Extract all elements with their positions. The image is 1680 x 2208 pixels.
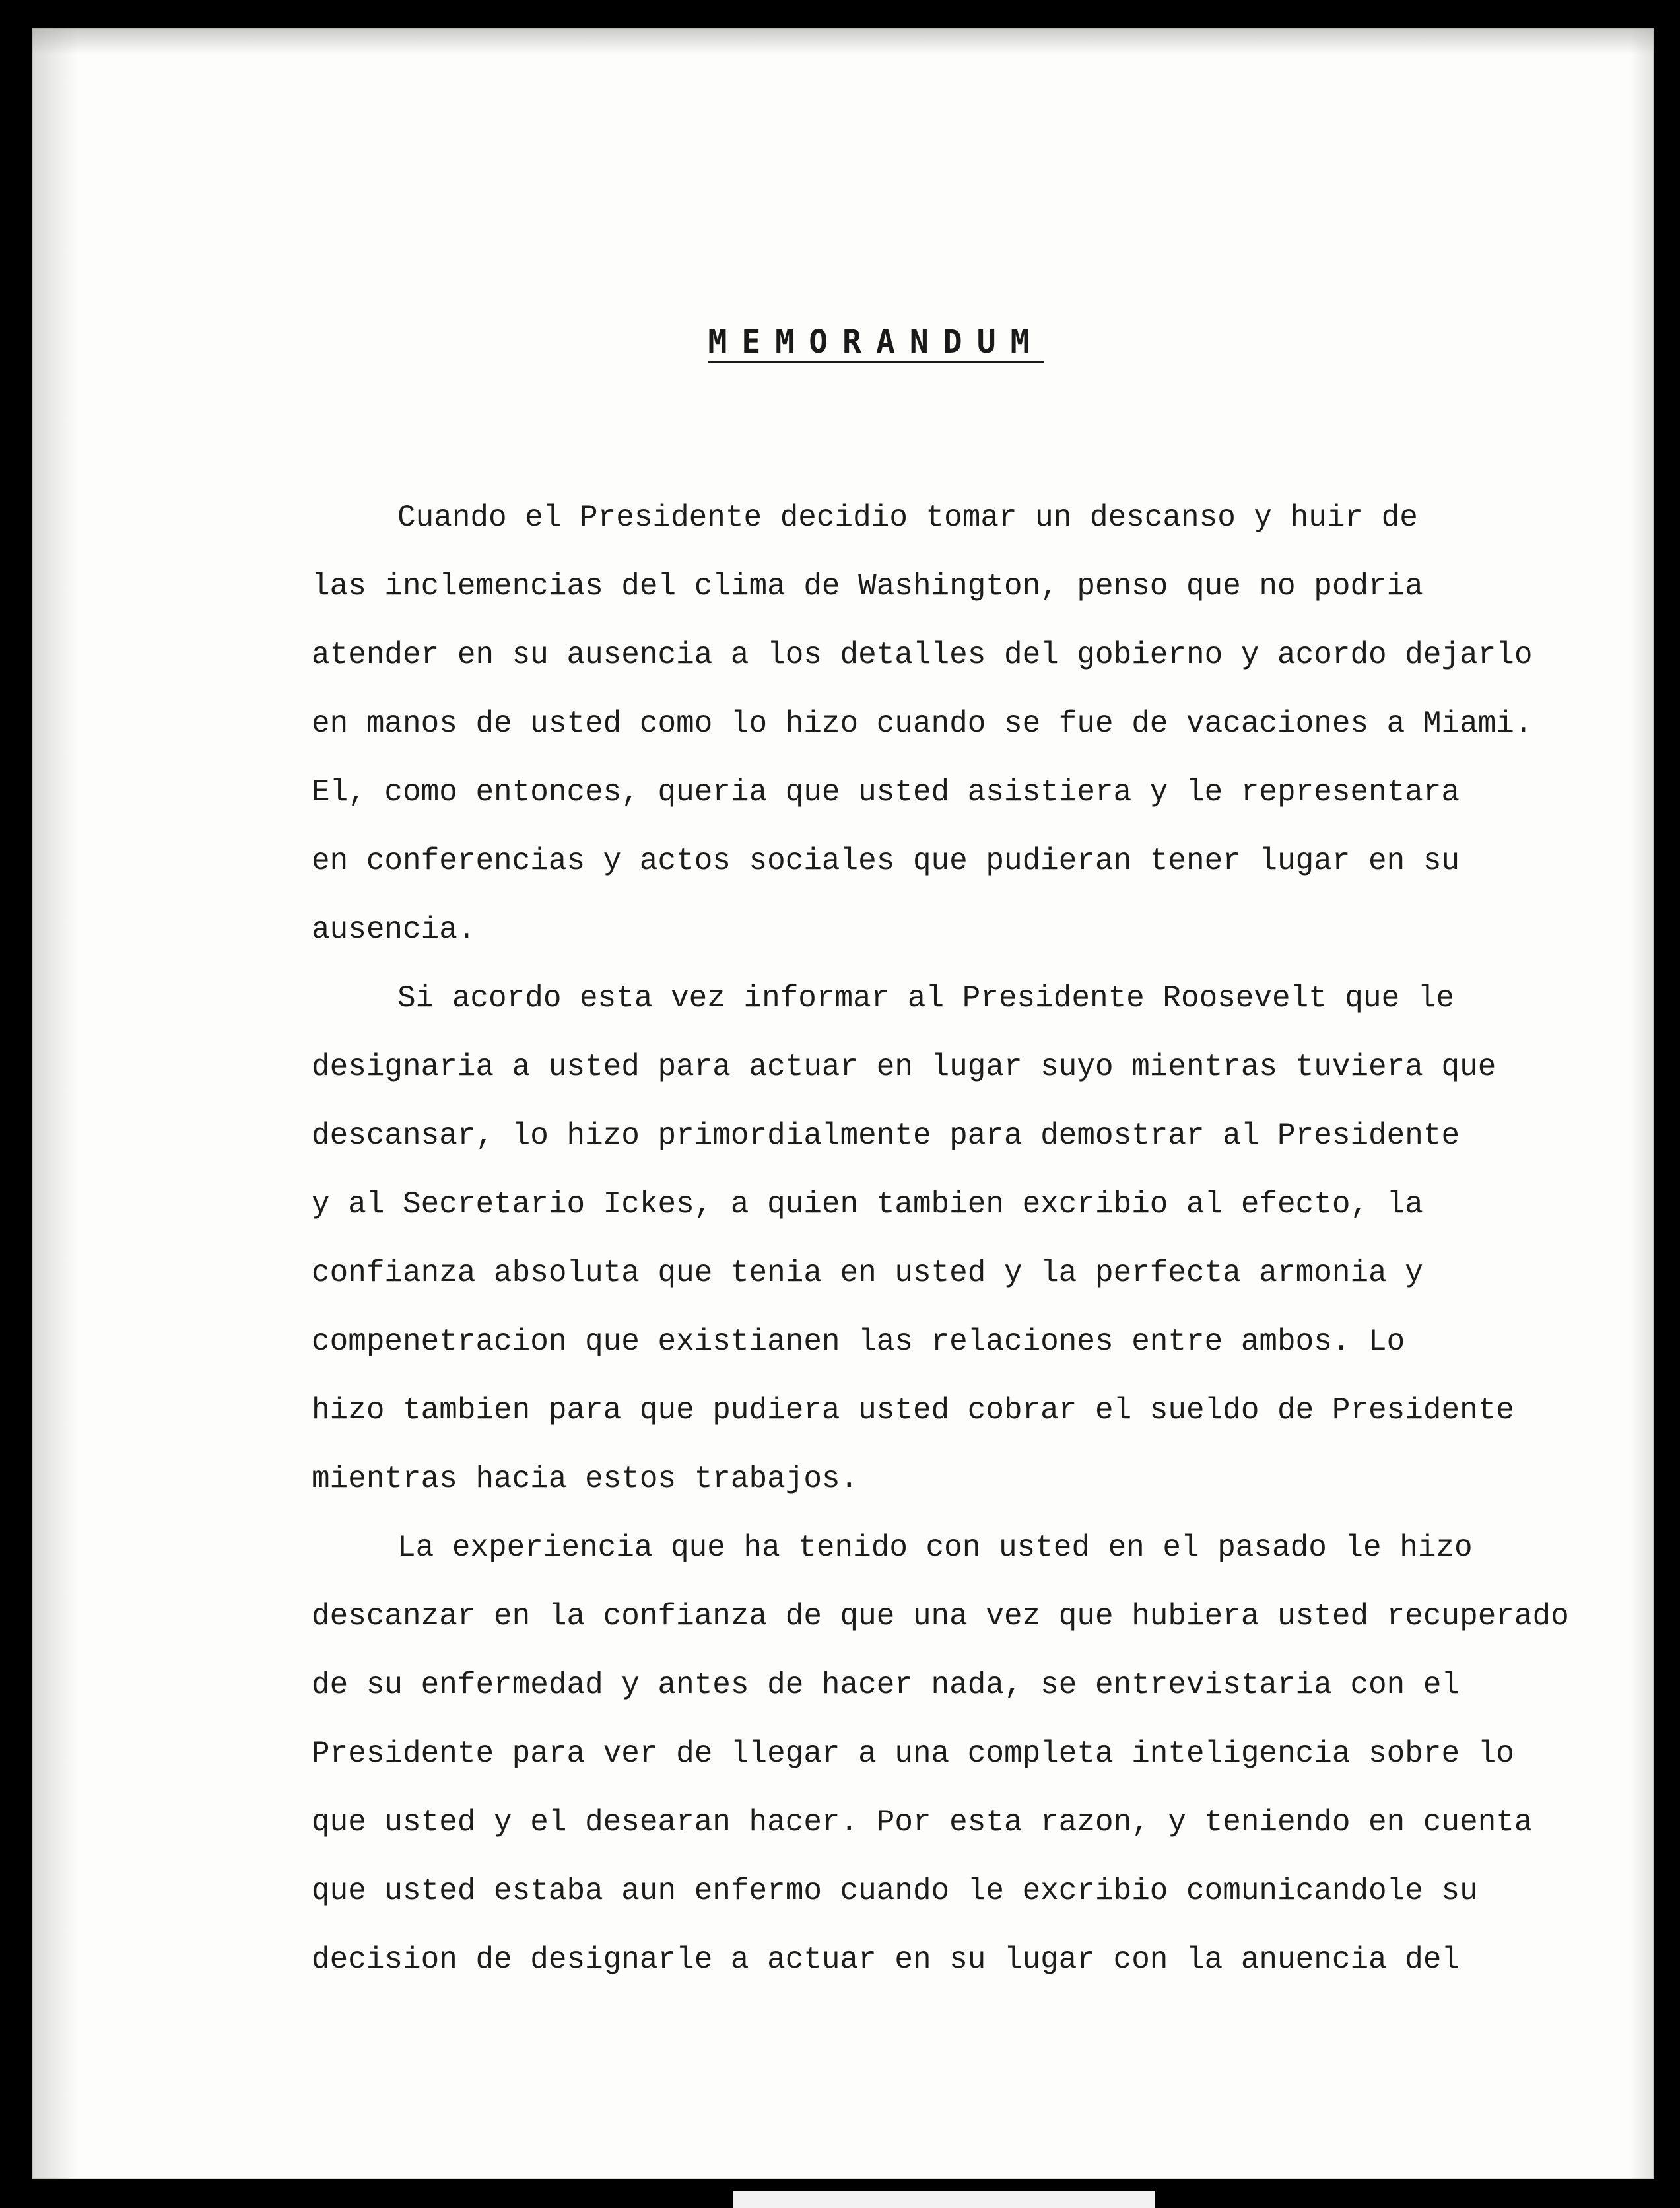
paragraph-2-line-8: mientras hacia estos trabajos.: [312, 1462, 859, 1496]
paragraph-2-line-1: Si acordo esta vez informar al Presidente Roosevelt que le: [397, 981, 1455, 1016]
paragraph-1-line-7: ausencia.: [312, 913, 476, 947]
paragraph-1-line-5: El, como entonces, queria que usted asistiera y le representara: [312, 775, 1460, 810]
paragraph-1-line-3: atender en su ausencia a los detalles del gobierno y acordo dejarlo: [312, 638, 1533, 672]
paragraph-3-line-1: La experiencia que ha tenido con usted en el pasado le hizo: [397, 1531, 1473, 1565]
paragraph-3-line-6: que usted estaba aun enfermo cuando le excribio comunicandole su: [312, 1874, 1478, 1908]
paragraph-1-line-4: en manos de usted como lo hizo cuando se fue de vacaciones a Miami.: [312, 707, 1533, 741]
paragraph-2-line-3: descansar, lo hizo primordialmente para demostrar al Presidente: [312, 1119, 1460, 1153]
page-top-edge: [32, 28, 1654, 54]
paragraph-3-line-4: Presidente para ver de llegar a una completa inteligencia sobre lo: [312, 1737, 1514, 1771]
scan-bottom-strip: [733, 2191, 1155, 2208]
paragraph-2-line-6: compenetracion que existianen las relaciones entre ambos. Lo: [312, 1325, 1405, 1359]
paragraph-2-line-2: designaria a usted para actuar en lugar suyo mientras tuviera que: [312, 1050, 1496, 1084]
document-page: [32, 28, 1654, 2179]
paragraph-1-line-6: en conferencias y actos sociales que pudieran tener lugar en su: [312, 844, 1460, 878]
paragraph-3-line-2: descanzar en la confianza de que una vez que hubiera usted recuperado: [312, 1599, 1569, 1634]
paragraph-2-line-4: y al Secretario Ickes, a quien tambien excribio al efecto, la: [312, 1187, 1423, 1222]
memorandum-body: [312, 483, 1569, 1994]
paragraph-2-line-5: confianza absoluta que tenia en usted y la perfecta armonia y: [312, 1256, 1423, 1290]
paragraph-3-line-7: decision de designarle a actuar en su lugar con la anuencia del: [312, 1943, 1460, 1977]
paragraph-3-line-5: que usted y el desearan hacer. Por esta razon, y teniendo en cuenta: [312, 1805, 1533, 1840]
paragraph-3-line-3: de su enfermedad y antes de hacer nada, se entrevistaria con el: [312, 1668, 1460, 1702]
memorandum-title: MEMORANDUM: [708, 324, 1044, 361]
paragraph-1-line-1: Cuando el Presidente decidio tomar un descanso y huir de: [397, 500, 1418, 535]
paragraph-2-line-7: hizo tambien para que pudiera usted cobrar el sueldo de Presidente: [312, 1393, 1514, 1428]
paragraph-1-line-2: las inclemencias del clima de Washington, penso que no podria: [312, 569, 1423, 604]
